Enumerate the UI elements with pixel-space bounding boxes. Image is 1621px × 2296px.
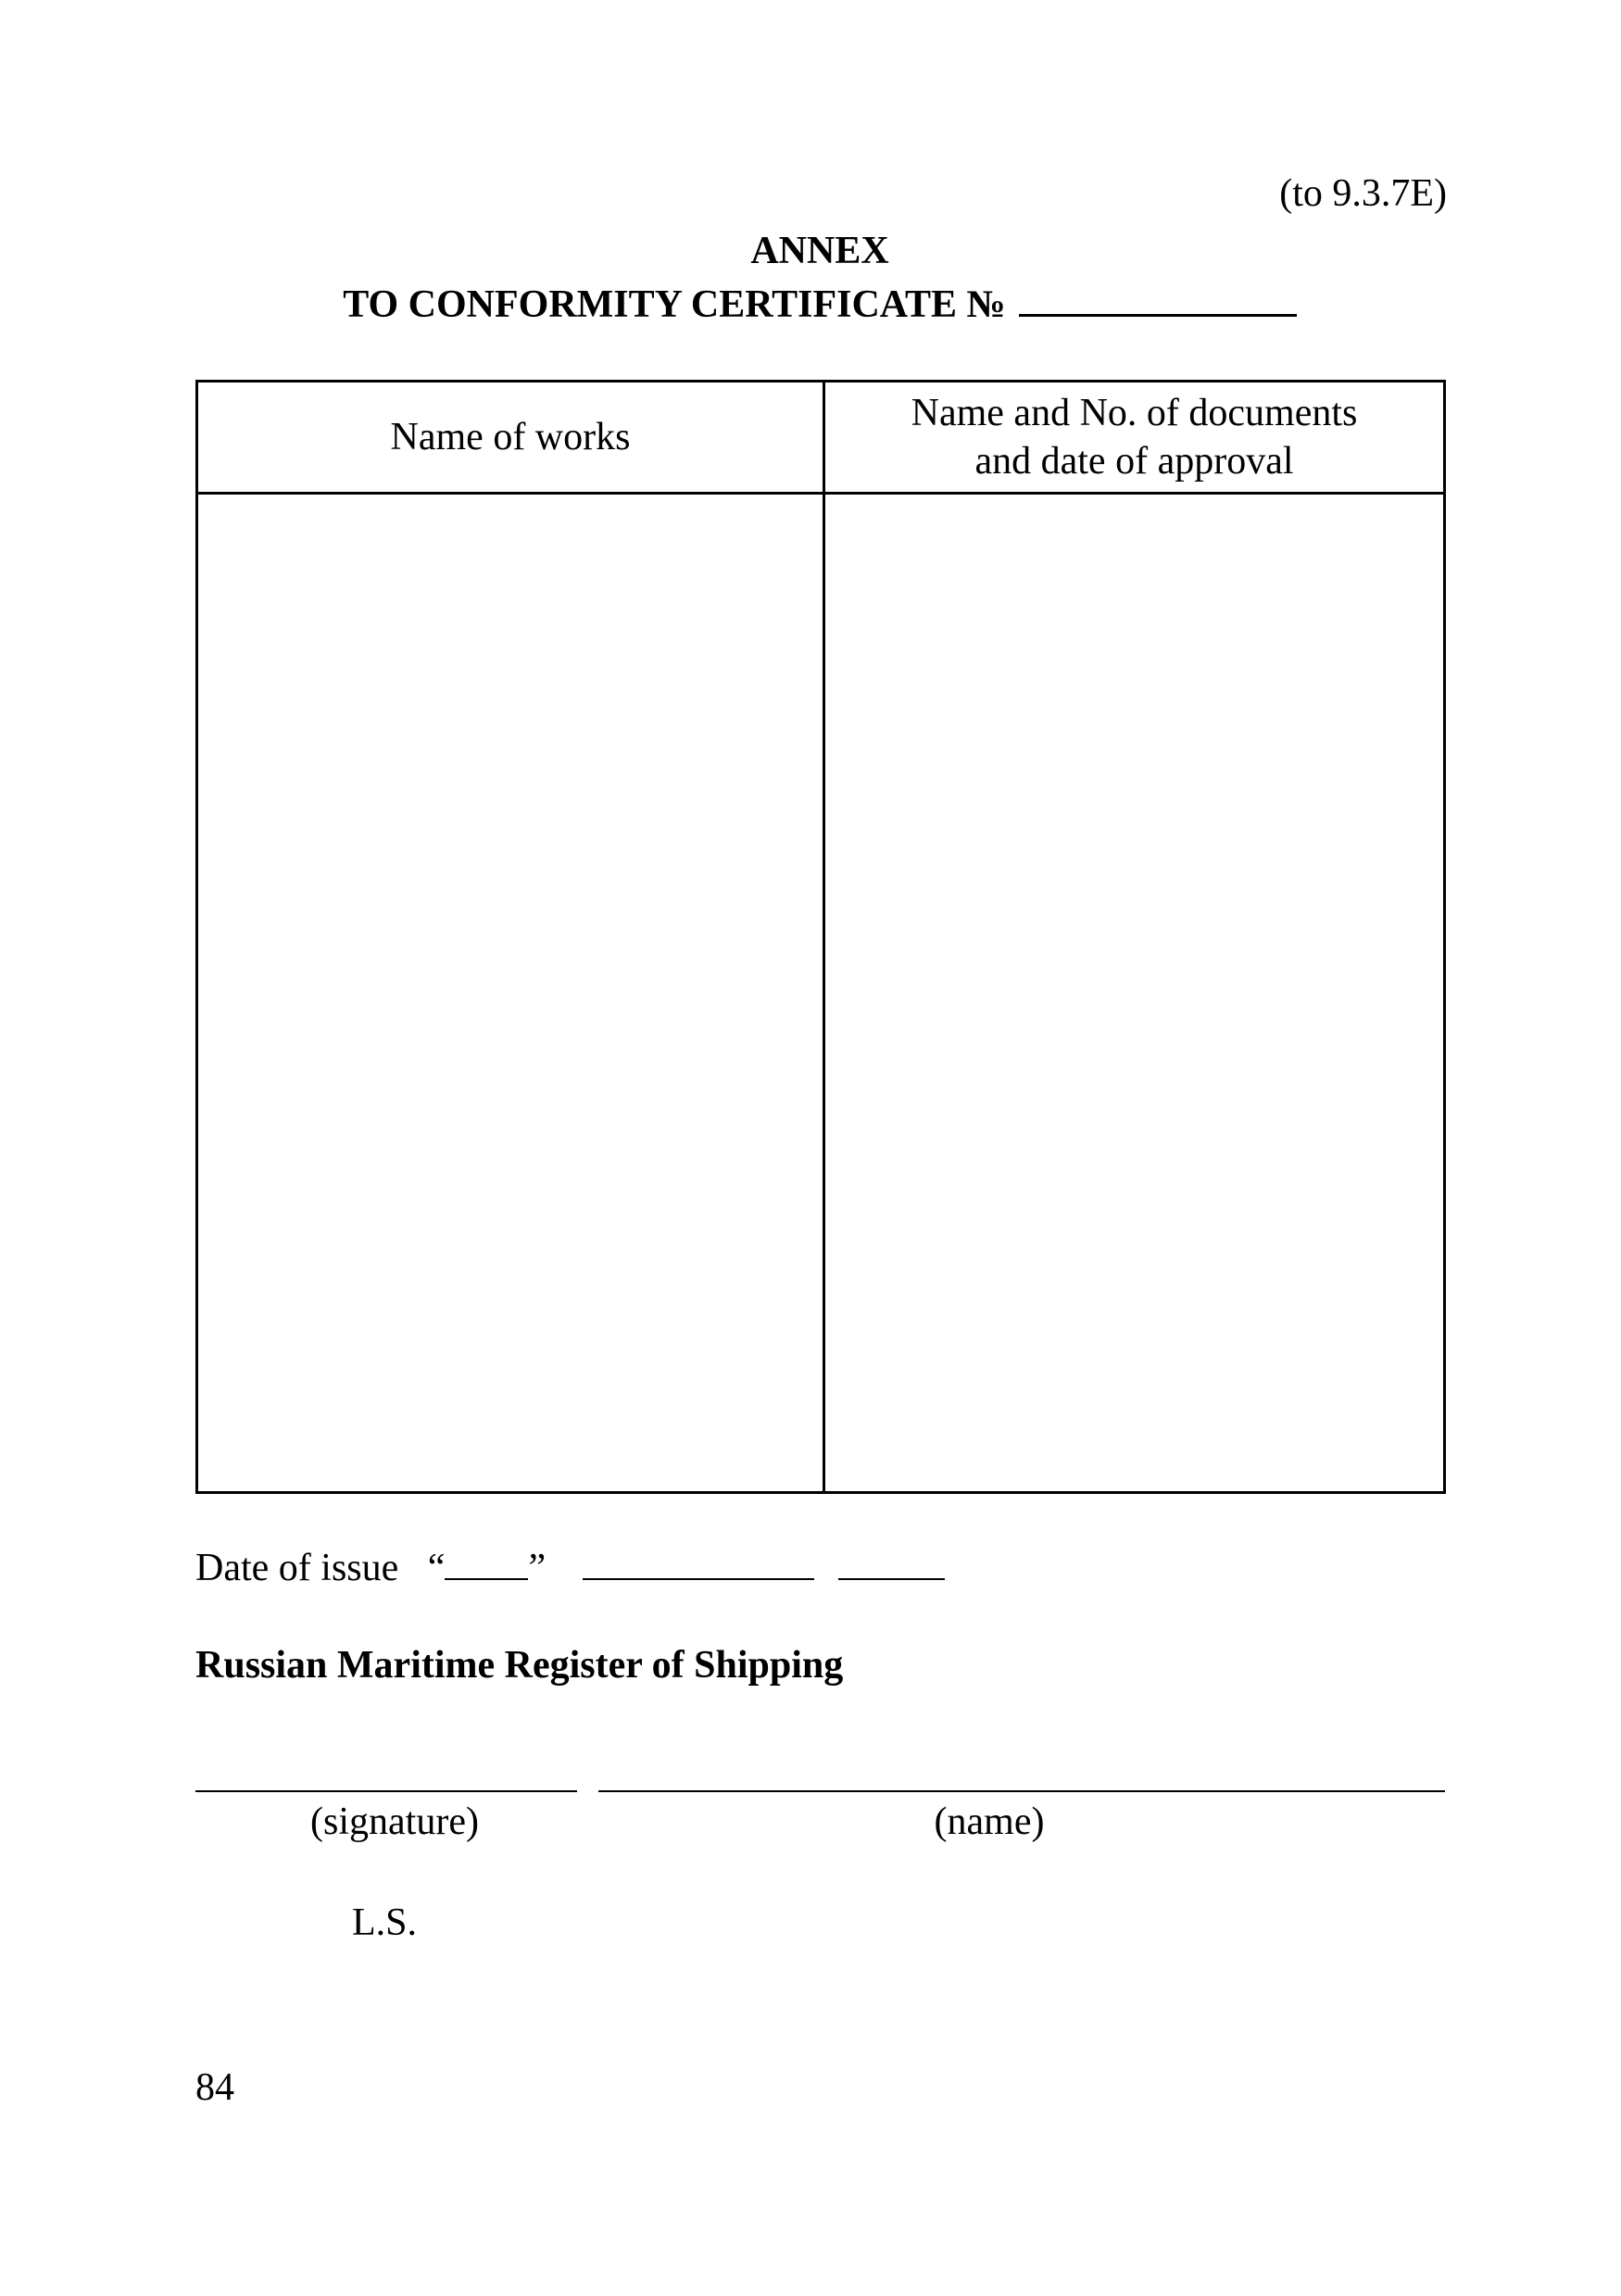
name-caption: (name) — [934, 1800, 1045, 1843]
certificate-title — [9, 281, 1621, 324]
column-header-documents — [825, 383, 1443, 492]
documents-entry-cell[interactable] — [825, 495, 1443, 1491]
annex-reference: (to 9.3.7E) — [1279, 172, 1447, 215]
annex-title: ANNEX — [750, 230, 889, 272]
date-of-issue-row — [195, 1547, 945, 1587]
seal-mark: L.S. — [352, 1901, 418, 1944]
day-field[interactable] — [445, 1547, 528, 1580]
certificate-number-field[interactable] — [1019, 281, 1297, 317]
close-quote: ” — [528, 1547, 547, 1589]
works-entry-cell[interactable] — [198, 495, 823, 1491]
year-field[interactable] — [838, 1547, 945, 1580]
column-header-works — [198, 383, 823, 492]
date-of-issue-label: Date of issue — [195, 1547, 419, 1589]
signature-field[interactable] — [195, 1790, 577, 1792]
signature-caption: (signature) — [310, 1800, 479, 1843]
certificate-title-text: TO CONFORMITY CERTIFICATE № — [343, 283, 1006, 326]
column-header-works-label: Name of works — [390, 416, 631, 458]
organization-name: Russian Maritime Register of Shipping — [195, 1644, 844, 1687]
month-field[interactable] — [583, 1547, 814, 1580]
column-header-documents-label: Name and No. of documents and date of approval — [911, 392, 1358, 483]
open-quote: “ — [427, 1547, 446, 1589]
name-field[interactable] — [598, 1790, 1445, 1792]
works-table — [195, 380, 1446, 1494]
page-number: 84 — [195, 2066, 234, 2109]
